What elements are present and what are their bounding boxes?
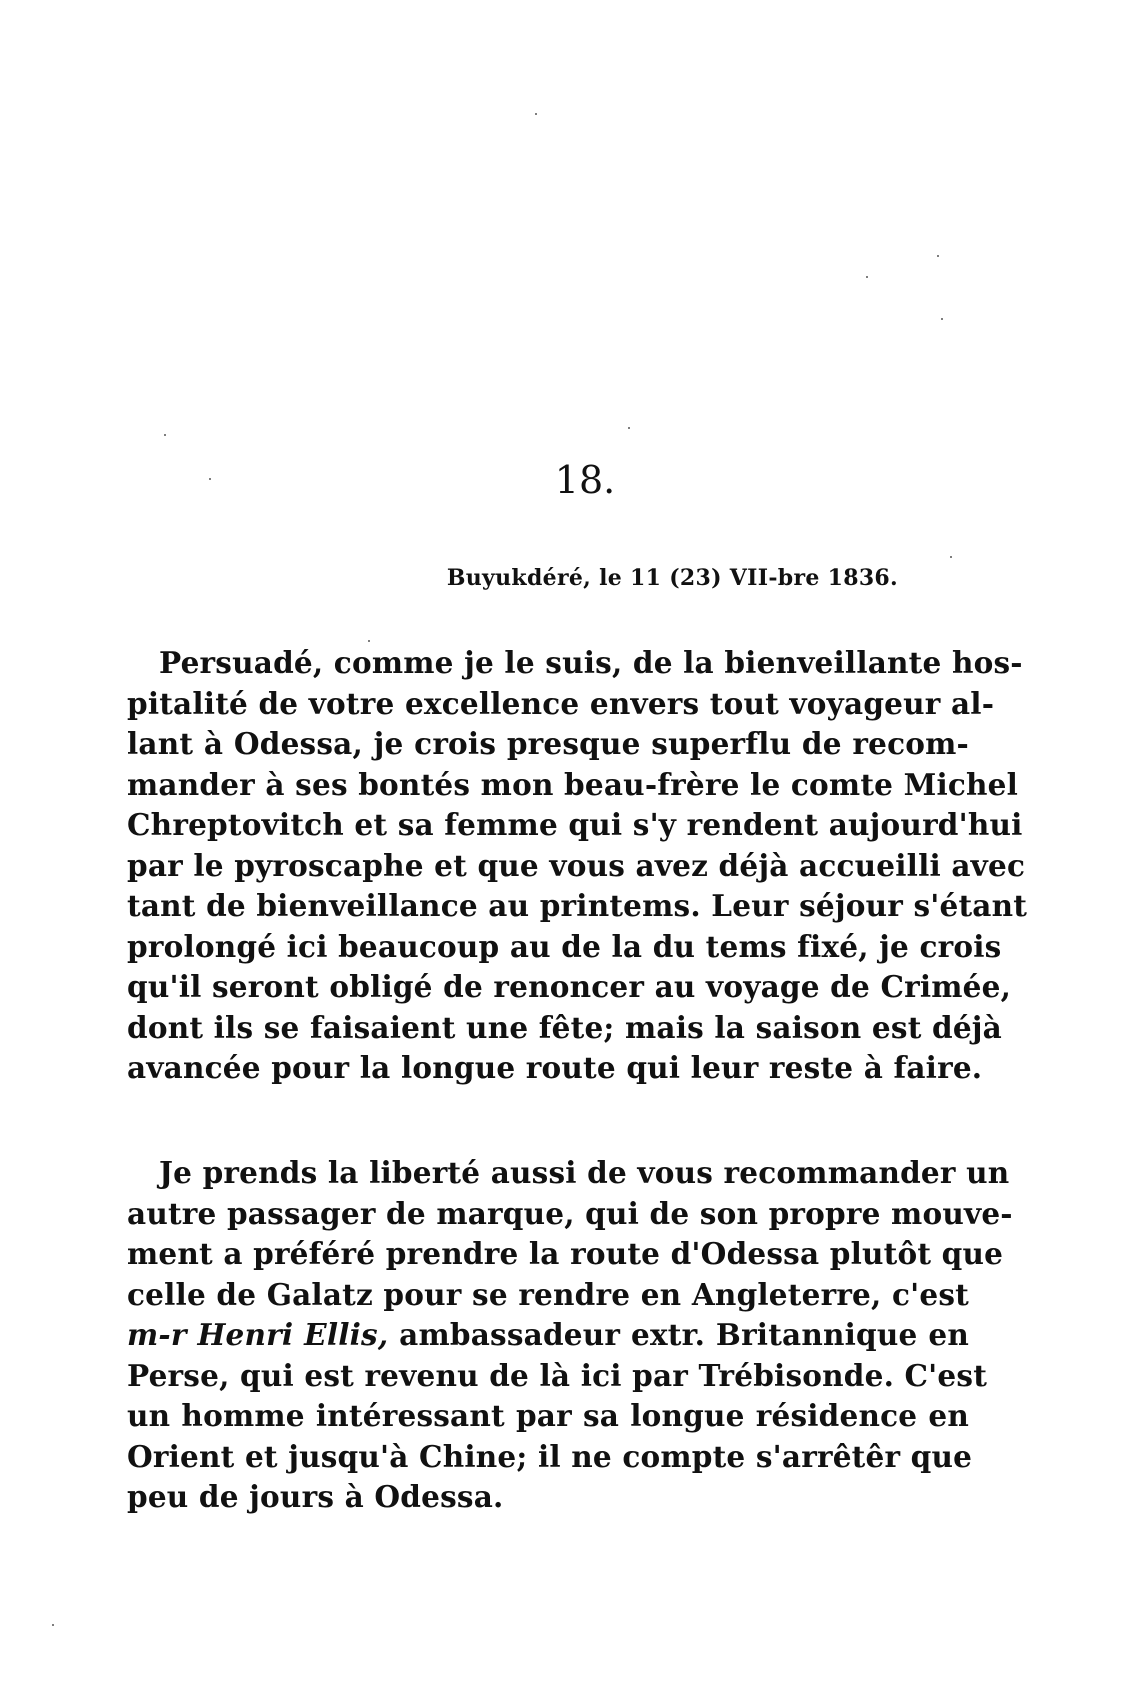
paragraph-line: avancée pour la longue route qui leur reste à faire. bbox=[127, 1050, 983, 1085]
scan-speck bbox=[628, 427, 630, 429]
scan-speck bbox=[937, 255, 939, 257]
dateline-place: Buyukdéré, bbox=[446, 565, 592, 591]
paragraph-line-mixed bbox=[127, 1315, 969, 1356]
paragraph-line: Je prends la liberté aussi de vous recommander un bbox=[159, 1155, 1010, 1190]
paragraph-line: un homme intéressant par sa longue résidence en bbox=[127, 1398, 969, 1433]
paragraph-line: mander à ses bontés mon beau-frère le comte Michel bbox=[127, 766, 1019, 802]
dateline bbox=[447, 563, 898, 593]
paragraph-line: celle de Galatz pour se rendre en Angleterre, c'est bbox=[127, 1276, 969, 1312]
scan-speck bbox=[52, 1624, 54, 1626]
paragraph-line: Perse, qui est revenu de là ici par Trébisonde. C'est bbox=[127, 1357, 988, 1393]
paragraph-line: autre passager de marque, qui de son propre mouve- bbox=[127, 1195, 1013, 1231]
scan-speck bbox=[941, 318, 943, 320]
paragraph-line: prolongé ici beaucoup au de la du tems fixé, je crois bbox=[127, 928, 1002, 964]
paragraph-line: pitalité de votre excellence envers tout voyageur al- bbox=[127, 685, 995, 721]
scan-speck bbox=[866, 276, 868, 278]
paragraph-line: qu'il seront obligé de renoncer au voyage de Crimée, bbox=[127, 969, 1012, 1004]
paragraph-line: ment a préféré prendre la route d'Odessa plutôt que bbox=[127, 1236, 1004, 1271]
paragraph-line: tant de bienveillance au printems. Leur séjour s'étant bbox=[127, 888, 1028, 923]
line-rest: ambassadeur extr. Britannique en bbox=[399, 1317, 969, 1352]
honorific-italic: m-r bbox=[127, 1317, 187, 1352]
person-name-italic: Henri bbox=[197, 1317, 294, 1352]
paragraph-line: dont ils se faisaient une fête; mais la saison est déjà bbox=[127, 1009, 1002, 1045]
dateline-day: 11 bbox=[630, 565, 662, 591]
paragraph-line: peu de jours à Odessa. bbox=[127, 1479, 504, 1514]
dateline-prefix: le bbox=[599, 565, 623, 591]
paragraph-line: Orient et jusqu'à Chine; il ne compte s'arrêtêr que bbox=[127, 1438, 973, 1474]
paragraph-1 bbox=[127, 643, 1028, 1089]
dateline-rest: (23) VII-bre 1836. bbox=[669, 565, 898, 591]
paragraph-line: Chreptovitch et sa femme qui s'y rendent aujourd'hui bbox=[127, 807, 1023, 842]
paragraph-line: lant à Odessa, je crois presque superflu de recom- bbox=[127, 726, 969, 761]
letter-number: 18. bbox=[554, 458, 616, 502]
paragraph-line: Persuadé, comme je le suis, de la bienveillante hos- bbox=[159, 645, 1023, 680]
scan-speck bbox=[368, 640, 370, 642]
scan-speck bbox=[950, 556, 952, 558]
scan-speck bbox=[164, 434, 166, 436]
scan-speck bbox=[535, 113, 537, 115]
paragraph-2 bbox=[127, 1153, 1013, 1518]
paragraph-line: par le pyroscaphe et que vous avez déjà accueilli avec bbox=[127, 847, 1026, 883]
person-surname-italic: Ellis, bbox=[304, 1317, 389, 1352]
